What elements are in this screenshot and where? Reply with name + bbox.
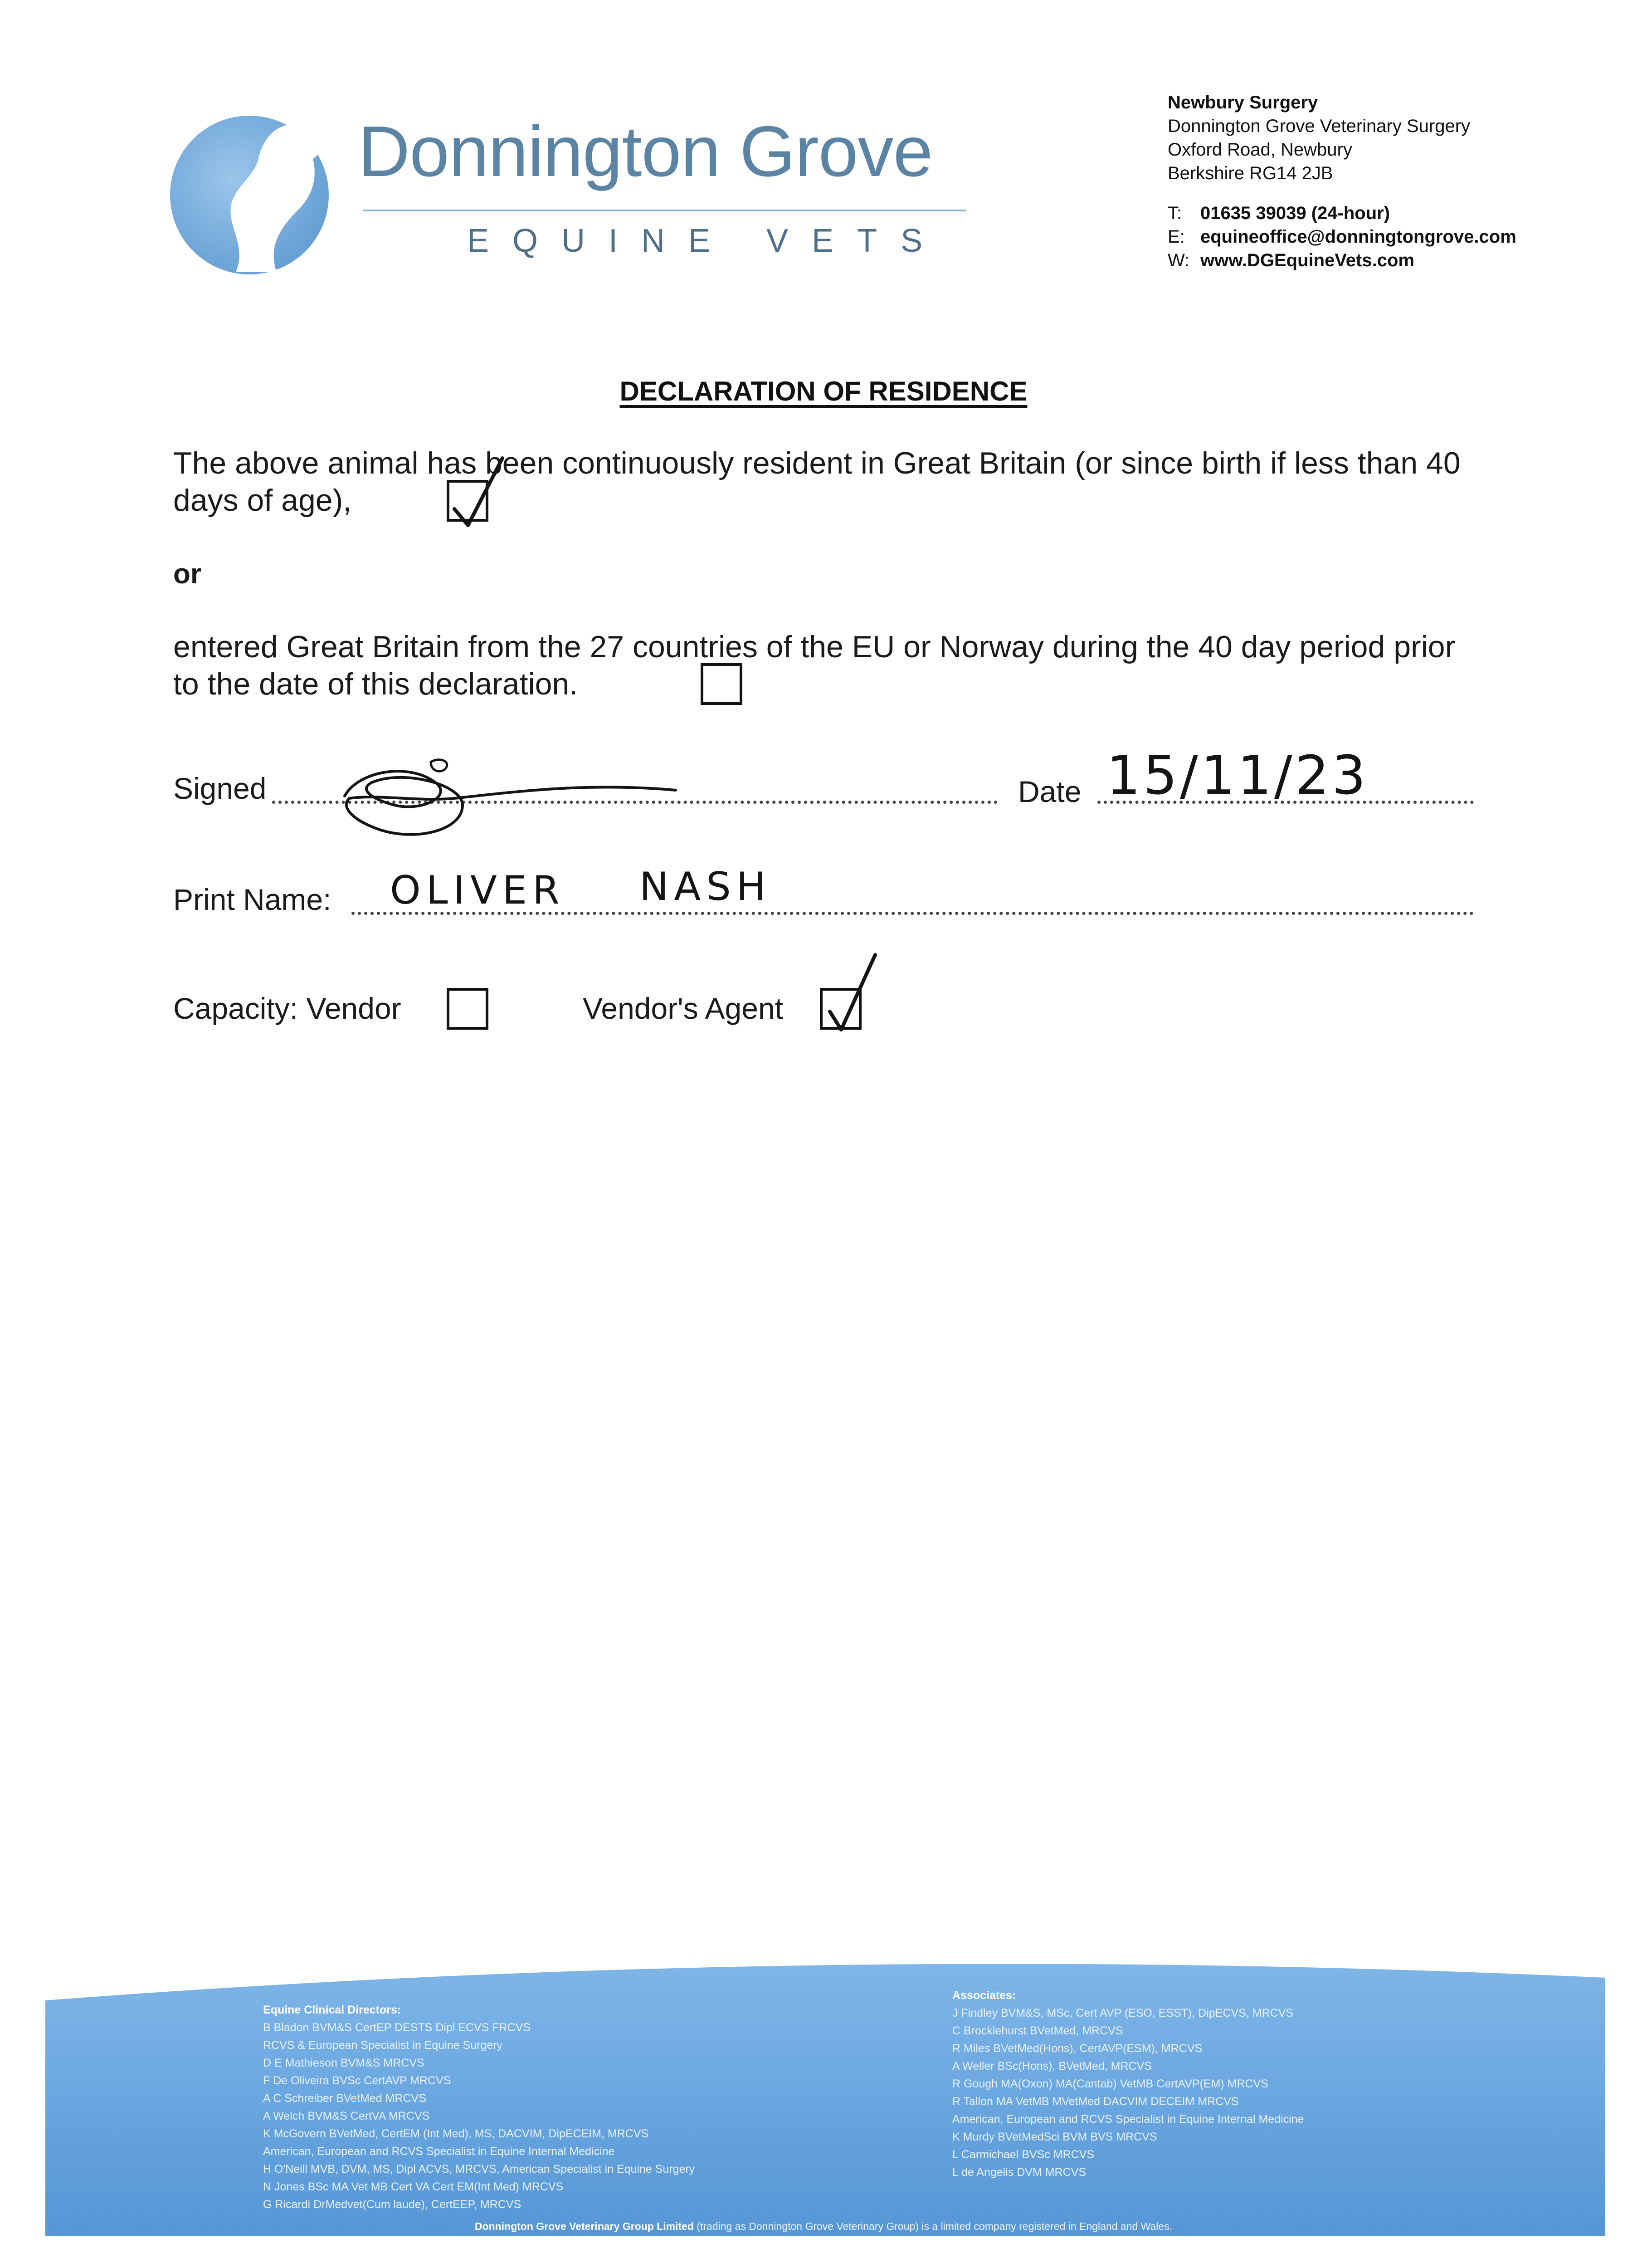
brand-name: Donnington Grove	[358, 112, 933, 191]
phone-number: 01635 39039 (24-hour)	[1200, 203, 1390, 223]
company-name: Donnington Grove Veterinary Group Limited	[474, 2220, 694, 2232]
associate-entry: J Findley BVM&S, MSc, Cert AVP (ESO, ESST), DipECVS, MRCVS	[952, 2007, 1294, 2019]
brand-divider	[363, 210, 966, 211]
director-entry: B Bladon BVM&S CertEP DESTS Dipl ECVS FRCVS	[263, 2021, 531, 2034]
address-line-1: Donnington Grove Veterinary Surgery	[1168, 116, 1471, 136]
director-entry: American, European and RCVS Specialist in Equine Internal Medicine	[263, 2145, 615, 2158]
director-entry: N Jones BSc MA Vet MB Cert VA Cert EM(Int Med) MRCVS	[263, 2180, 564, 2193]
associate-entry: L Carmichael BVSc MRCVS	[952, 2148, 1095, 2161]
associates-heading: Associates:	[952, 1989, 1016, 2002]
website-link[interactable]: www.DGEquineVets.com	[1200, 250, 1414, 270]
surgery-name: Newbury Surgery	[1168, 93, 1318, 112]
surgery-address	[1168, 91, 1516, 272]
email-link[interactable]: equineoffice@donningtongrove.com	[1200, 227, 1516, 247]
associate-entry: C Brocklehurst BVetMed, MRCVS	[952, 2024, 1123, 2037]
director-entry: H O'Neill MVB, DVM, MS, Dipl ACVS, MRCVS, American Specialist in Equine Surgery	[263, 2163, 695, 2175]
address-line-3: Berkshire RG14 2JB	[1168, 163, 1333, 183]
associate-entry: K Murdy BVetMedSci BVM BVS MRCVS	[952, 2131, 1157, 2143]
associate-entry: R Miles BVetMed(Hons), CertAVP(ESM), MRCVS	[952, 2042, 1203, 2055]
directors-heading: Equine Clinical Directors:	[263, 2004, 401, 2016]
print-name-label: Print Name:	[173, 883, 331, 916]
associate-entry: American, European and RCVS Specialist in Equine Internal Medicine	[952, 2113, 1304, 2126]
associate-entry: A Weller BSc(Hons), BVetMed, MRCVS	[952, 2060, 1152, 2072]
printed-first-name[interactable]: OLIVER	[390, 868, 565, 913]
resident-check-mark-icon	[444, 454, 512, 531]
associate-entry: L de Angelis DVM MRCVS	[952, 2166, 1087, 2179]
director-entry: D E Mathieson BVM&S MRCVS	[263, 2057, 424, 2069]
address-line-2: Oxford Road, Newbury	[1168, 140, 1352, 160]
date-label: Date	[1018, 775, 1082, 808]
vendors-agent-label: Vendor's Agent	[583, 992, 783, 1025]
director-entry: G Ricardi DrMedvet(Cum laude), CertEEP, MRCVS	[263, 2198, 521, 2211]
email-label: E:	[1168, 227, 1185, 247]
date-value[interactable]: 15/11/23	[1106, 744, 1369, 807]
entered-gb-checkbox[interactable]	[701, 663, 742, 705]
capacity-vendor-label: Capacity: Vendor	[173, 992, 401, 1025]
printed-last-name[interactable]: NASH	[639, 864, 771, 909]
company-registration	[0, 2220, 1647, 2233]
director-entry: F De Oliveira BVSc CertAVP MRCVS	[263, 2074, 451, 2087]
phone-label: T:	[1168, 203, 1182, 223]
director-entry: RCVS & European Specialist in Equine Surgery	[263, 2039, 503, 2052]
horse-head-logo-icon	[168, 109, 340, 284]
associates	[952, 1987, 1304, 2181]
director-entry: K McGovern BVetMed, CertEM (Int Med), MS, DACVIM, DipECEIM, MRCVS	[263, 2127, 649, 2140]
director-entry: A Welch BVM&S CertVA MRCVS	[263, 2110, 430, 2122]
or-separator: or	[173, 558, 201, 590]
vendor-checkbox[interactable]	[447, 988, 488, 1030]
associate-entry: R Gough MA(Oxon) MA(Cantab) VetMB CertAVP(EM) MRCVS	[952, 2077, 1268, 2090]
director-entry: A C Schreiber BVetMed MRCVS	[263, 2092, 426, 2105]
page-title: DECLARATION OF RESIDENCE	[619, 376, 1028, 406]
web-label: W:	[1168, 250, 1190, 270]
associate-entry: R Tallon MA VetMB MVetMed DACVIM DECEIM MRCVS	[952, 2095, 1239, 2108]
residence-statement: The above animal has been continuously resident in Great Britain (or since birth if less than 40 days of age),	[173, 446, 1461, 518]
signed-label: Signed	[173, 772, 267, 805]
company-registration-text: (trading as Donnington Grove Veterinary Group) is a limited company registered in England and Wales.	[697, 2220, 1173, 2232]
entry-statement: entered Great Britain from the 27 countries of the EU or Norway during the 40 day period prior to the date of this declaration.	[173, 630, 1456, 701]
clinical-directors	[263, 2001, 695, 2214]
signature-image[interactable]	[317, 744, 689, 853]
brand-tagline: EQUINE VETS	[467, 223, 946, 259]
agent-check-mark-icon	[816, 953, 889, 1039]
